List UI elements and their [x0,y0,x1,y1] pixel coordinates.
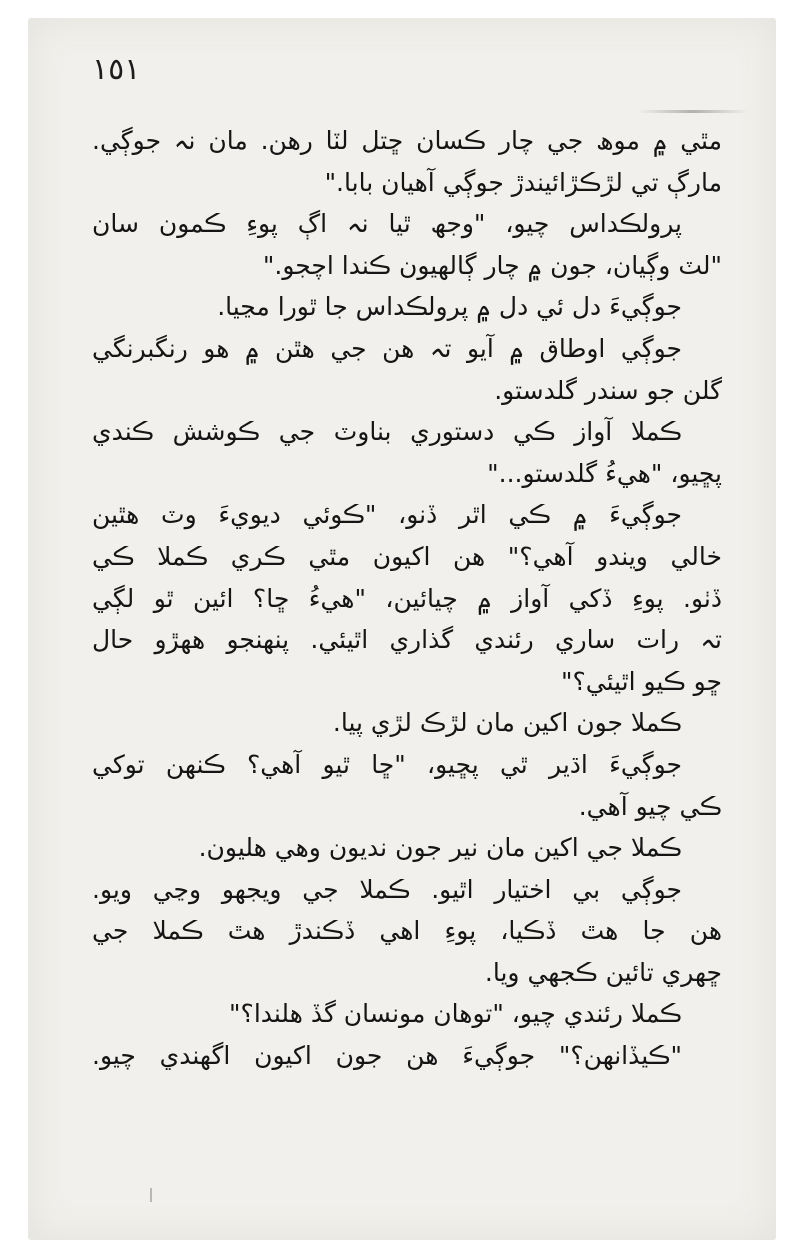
text-line: ڪملا جي اکين مان نير جون نديون وھي ھليون. [198,833,682,863]
text-line: جوڳيءَ دل ئي دل ۾ پرولڪداس جا ٿورا مڃيا. [217,292,682,322]
page-text-body [92,120,722,1077]
text-line: ڏٺو. پوءِ ڏکي آواز ۾ چيائين، "ھيءُ ڇا؟ ائين ٿو لڳي [92,583,722,613]
text-line: "ڪيڏانھن؟" جوڳيءَ ھن جون اکيون اگھندي چيو. [92,1041,682,1071]
text-line: ڇو ڪيو اٿيئي؟" [560,666,722,696]
text-line: ڪملا جون اکين مان لڙڪ لڙي پيا. [332,708,682,738]
text-line: جوڳيءَ ۾ ڪي اٿر ڏنو، "ڪوئي ديويءَ وٽ ھٿين [92,500,682,530]
page-smudge [638,110,748,113]
text-line: ڪي چيو آھي. [578,791,722,821]
bottom-print-mark [150,1188,152,1202]
text-line: ڇھري تائين ڪجھي ويا. [484,957,722,987]
text-line: پرولڪداس چيو، "وجھ ٿيا نہ اڳ پوءِ ڪمون سان [92,209,682,239]
text-line: مٿي ۾ موھ جي چار ڪسان ڇتل لٽا رھن. مان نہ جوڳي. [92,126,722,155]
text-line: گلن جو سندر گلدستو. [494,375,722,405]
text-line: تہ رات ساري رئندي گذاري اٿيئي. پنھنجو ھھڙو حال [92,625,722,655]
text-line: ھن جا ھٿ ڏڪيا، پوءِ اھي ڏڪندڙ ھٿ ڪملا جي [92,916,722,946]
text-line: ڪملا رئندي چيو، "توھان مونسان گڏ ھلندا؟" [229,999,682,1029]
text-line: جوڳيءَ اڌير ٿي پڇيو، "ڇا ٿيو آھي؟ ڪنھن توکي [92,749,682,779]
text-line: خالي ويندو آھي؟" ھن اکيون مٿي ڪري ڪملا ڪي [92,541,722,571]
text-line: جوڳي اوطاق ۾ آيو تہ ھن جي ھٿن ۾ ھو رنگبرنگي [92,333,682,363]
text-line: پڇيو، "ھيءُ گلدستو..." [487,458,722,488]
text-line: جوڳي بي اختيار اٿيو. ڪملا جي ويجھو وڃي ويو. [92,874,682,904]
page-number: ١٥١ [92,52,141,87]
text-line: "لٽ وڳيان، جون ۾ چار ڳالھيون ڪندا اچجو." [262,250,722,280]
text-line: ڪملا آواز ڪي دستوري بناوٽ جي ڪوشش ڪندي [92,417,682,447]
text-line: مارڳ تي لڙڪڙائيندڙ جوڳي آهيان بابا." [324,167,722,197]
